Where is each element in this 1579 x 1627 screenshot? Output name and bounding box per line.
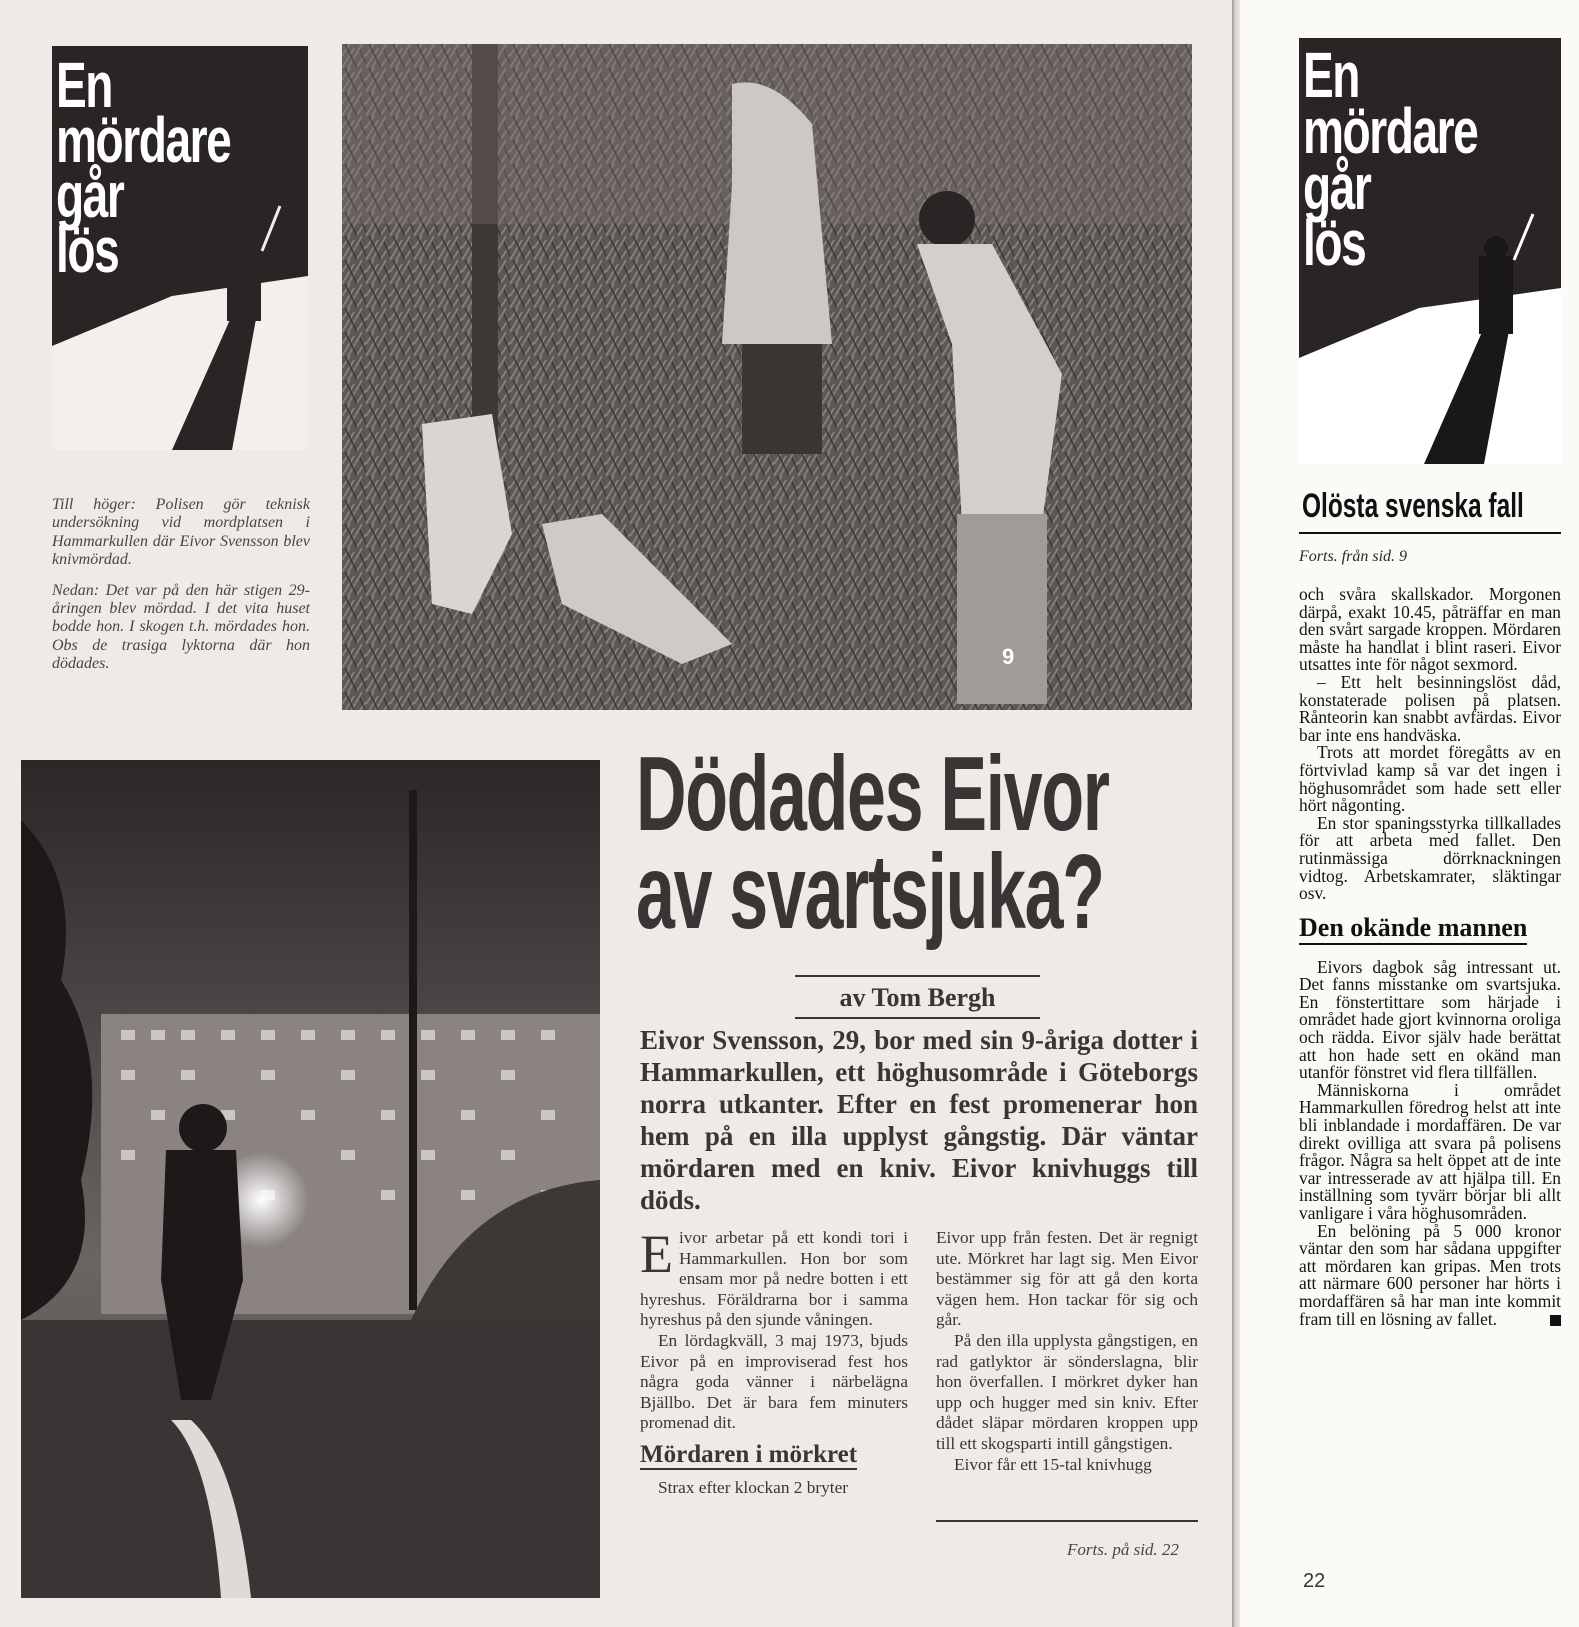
evidence-marker: 9 [1002, 644, 1015, 669]
logo-word-4: lös [56, 214, 119, 286]
r-paragraph-6: Människorna i området Hammarkullen föredrog helst att inte bli inblandade i mordaffären. De var direkt ovilliga att svara på polisens frågor. Några sa helt öppet att de inte var intresserade av att hjälpa till. En inställning som tyvärr börjar bli allt vanligare i våra höghusområden. [1299, 1079, 1561, 1223]
article-headline [636, 735, 1196, 951]
page-number-right: 22 [1303, 1570, 1326, 1592]
col1-paragraph-3: Strax efter klockan 2 bryter [658, 1477, 849, 1497]
drop-cap: E [640, 1224, 673, 1284]
logo-word-2: mördare [56, 104, 231, 176]
caption-bottom: Nedan: Det var på den här stigen 29-åringen blev mördad. I det vita huset bodde hon. I skogen t.h. mördades hon. Obs de trasiga lyktorna där hon dödades. [52, 581, 310, 673]
section-title: Olösta svenska fall [1302, 487, 1524, 525]
subheading-right: Den okände mannen [1299, 913, 1527, 945]
page-gutter [1232, 0, 1240, 1627]
r-paragraph-2: – Ett helt besinningslöst dåd, konstaterade polisen på platsen. Rånteorin kan snabbt avfärdas. Eivor bar inte ens handväska. [1299, 671, 1561, 745]
col2-paragraph-3: Eivor får ett 15-tal knivhugg [954, 1454, 1152, 1474]
lead-paragraph: Eivor Svensson, 29, bor med sin 9-åriga dotter i Hammarkullen, ett höghusområde i Göteborgs norra utkanter. Efter en fest promenerar hon hem på en illa upplyst gångstig. Där väntar mördaren med en kniv. Eivor knivhuggs till döds. [640, 1025, 1198, 1215]
article-column-2 [936, 1228, 1198, 1475]
continued-column [1299, 586, 1561, 1328]
r-paragraph-4: En stor spaningsstyrka tillkallades för att arbeta med fallet. Den rutinmässiga dörrknackningen vidtog. Arbetskamrater, släktingar osv. [1299, 812, 1561, 904]
headline-line-1: Dödades Eivor [636, 735, 1109, 853]
r-paragraph-1: och svåra skallskador. Morgonen därpå, exakt 10.45, påträffar en man den svårt sargade kroppen. Mördaren måste ha handlat i blint raseri. Eivor utsattes inte för något sexmord. [1299, 584, 1561, 675]
continued-from-note: Forts. från sid. 9 [1299, 548, 1408, 565]
article-column-1 [640, 1224, 908, 1499]
byline-box [795, 975, 1040, 1019]
byline: av Tom Bergh [839, 983, 996, 1012]
col1-paragraph-2: En lördagkväll, 3 maj 1973, bjuds Eivor på en improviserad fest hos några goda vänner i närbelägna Bjällbo. Det är bara fem minuters promenad dit. [640, 1330, 908, 1433]
end-mark-icon [1550, 1315, 1561, 1326]
page-number-left: 8 [56, 1574, 68, 1596]
series-logo-right [1299, 38, 1561, 464]
logo-word-r3: går [1303, 151, 1371, 223]
photo-captions [52, 496, 310, 686]
night-path-photo [21, 760, 600, 1598]
logo-word-3: går [56, 159, 124, 231]
logo-word-r1: En [1303, 39, 1360, 111]
col2-paragraph-1: Eivor upp från festen. Det är regnigt ute. Mörkret har lagt sig. Men Eivor bestämmer sig för att gå den korta vägen hem. Hon tackar för sig och går. [936, 1228, 1198, 1330]
subheading-1: Mördaren i mörkret [640, 1440, 858, 1468]
r-paragraph-5: Eivors dagbok såg intressant ut. Det fanns misstanke om svartsjuka. En fönstertittare som härjade i området hade gjort kvinnorna oroliga och rädda. Eivor själv hade berättat att hon hade sett en okänd man utanför fönstret vid flera tillfällen. [1299, 956, 1561, 1083]
r-paragraph-3: Trots att mordet föregåtts av en förtvivlad kamp så var det ingen i höghusområdet som hade sett eller hört någonting. [1299, 742, 1561, 816]
headline-line-2: av svartsjuka? [636, 833, 1104, 951]
r-paragraph-7: En belöning på 5 000 kronor väntar den som har sådana uppgifter att mördaren kan gripas. Men trots att närmare 600 personer har hörts i mordaffären så har man inte kommit fram till en lösning av fallet. [1299, 1220, 1561, 1329]
section-title-rule [1299, 532, 1561, 534]
col1-paragraph-1: ivor arbetar på ett kondi tori i Hammarkullen. Hon bor som ensam mor på nedre botten i ett hyreshus. Föräldrarna bor i samma hyreshus på den sjunde våningen. [640, 1228, 908, 1330]
continued-note: Forts. på sid. 22 [1067, 1540, 1179, 1559]
caption-top: Till höger: Polisen gör teknisk undersökning vid mordplatsen i Hammarkullen där Eivor Svensson blev knivmördad. [52, 496, 310, 569]
logo-word-r4: lös [1303, 207, 1366, 279]
logo-word-1: En [56, 49, 113, 121]
col2-paragraph-2: På den illa upplysta gångstigen, en rad gatlyktor är sönderslagna, blir hon överfallen. I mörkret dyker han upp och hugger med sin kniv. Efter dådet släpar mördaren kroppen upp till ett skogsparti intill gångstigen. [936, 1330, 1198, 1453]
column-end-rule [936, 1520, 1198, 1522]
forest-crime-scene-photo [342, 44, 1192, 710]
logo-word-r2: mördare [1303, 95, 1478, 167]
series-logo-left [52, 46, 308, 450]
